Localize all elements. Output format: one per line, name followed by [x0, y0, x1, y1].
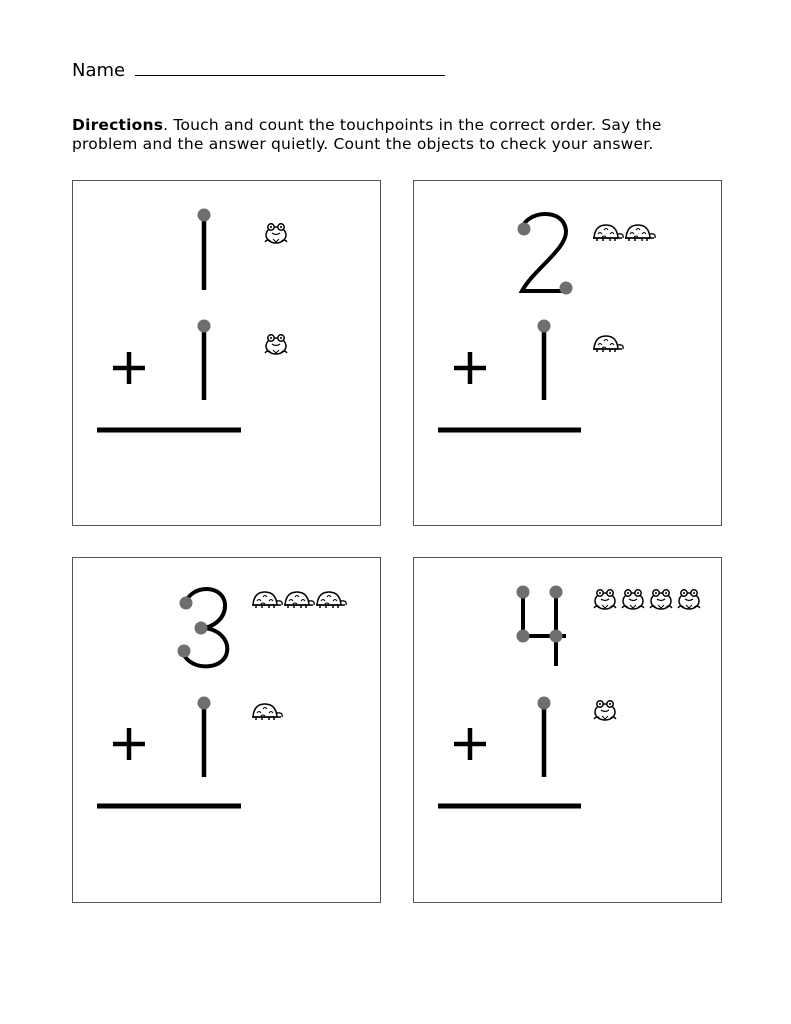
frog-icon [265, 224, 287, 243]
turtle-icon [252, 592, 282, 608]
touchpoint [538, 320, 551, 333]
touchpoint [517, 586, 530, 599]
name-row [72, 60, 445, 81]
numeral-one-top [198, 209, 211, 291]
turtle-icon [625, 225, 655, 241]
touchpoint [178, 645, 191, 658]
touchpoint [550, 586, 563, 599]
frog-icon [678, 590, 700, 609]
name-label: Name [72, 60, 126, 81]
touchpoint [538, 697, 551, 710]
numeral-two-top [518, 214, 573, 295]
touchpoint [198, 209, 211, 222]
touchpoint [198, 697, 211, 710]
plus-sign [454, 352, 486, 384]
numeral-one-bottom [538, 697, 551, 778]
turtle-icon [593, 336, 623, 352]
numeral-one-bottom [538, 320, 551, 401]
turtle-icon [252, 704, 282, 720]
numeral-four-top [517, 586, 567, 667]
turtle-icon [284, 592, 314, 608]
turtle-icon [593, 225, 623, 241]
numeral-three-top [178, 589, 228, 666]
touchpoint [180, 597, 193, 610]
touchpoint [550, 630, 563, 643]
directions-label: Directions [72, 116, 164, 134]
frog-icon [265, 335, 287, 354]
frog-icon [594, 701, 616, 720]
frog-icon [594, 590, 616, 609]
directions [72, 116, 732, 154]
touchpoint [198, 320, 211, 333]
touchpoint [560, 282, 573, 295]
plus-sign [113, 352, 145, 384]
problem-card-1 [72, 180, 381, 526]
frog-icon [622, 590, 644, 609]
name-blank[interactable] [135, 61, 445, 76]
frog-icon [650, 590, 672, 609]
touchpoint [517, 630, 530, 643]
plus-sign [454, 728, 486, 760]
numeral-one-bottom [198, 320, 211, 401]
numeral-one-bottom [198, 697, 211, 778]
touchpoint [518, 223, 531, 236]
directions-text: . Touch and count the touchpoints in the correct order. Say the problem and the answer quietly. Count the objects to check your answer. [72, 116, 662, 153]
problem-card-4 [413, 557, 722, 903]
turtle-icon [316, 592, 346, 608]
touchpoint [195, 622, 208, 635]
problem-card-3 [72, 557, 381, 903]
plus-sign [113, 728, 145, 760]
problem-card-2 [413, 180, 722, 526]
